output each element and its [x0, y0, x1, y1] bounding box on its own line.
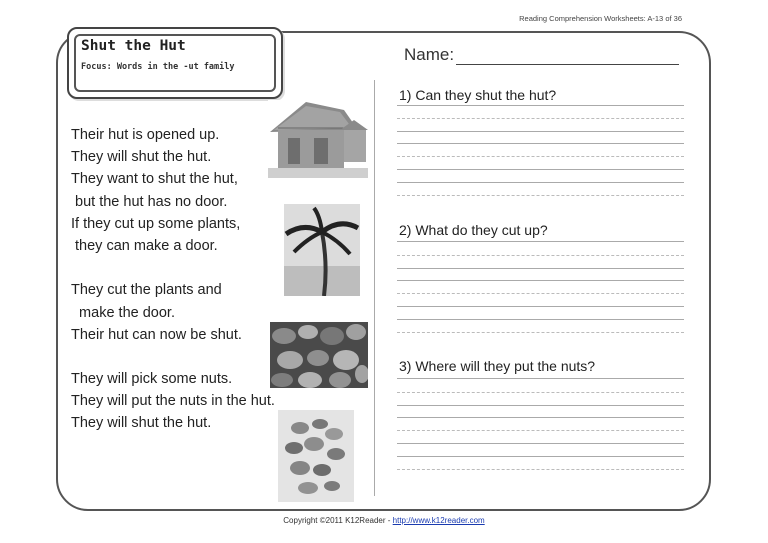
footer: [0, 516, 768, 525]
column-divider: [374, 80, 375, 496]
story-line: they can make a door.: [71, 237, 218, 254]
answer-line[interactable]: [397, 456, 684, 457]
answer-line[interactable]: [397, 319, 684, 320]
hut-photo: [268, 100, 368, 178]
story-line: They will shut the hut.: [71, 415, 212, 432]
question-1: 1) Can they shut the hut?: [399, 87, 557, 103]
answer-guide-dashed: [397, 156, 684, 157]
answer-line[interactable]: [397, 405, 684, 406]
answer-line[interactable]: [397, 241, 684, 242]
name-field-line: [456, 64, 679, 65]
answer-line[interactable]: [397, 306, 684, 307]
answer-line[interactable]: [397, 280, 684, 281]
answer-guide-dashed: [397, 195, 684, 196]
story-line: If they cut up some plants,: [71, 215, 241, 232]
story-line: They will pick some nuts.: [71, 371, 233, 388]
website-link[interactable]: http://www.k12reader.com: [392, 516, 485, 525]
answer-guide-dashed: [397, 332, 684, 333]
worksheet-title: Shut the Hut: [81, 38, 186, 54]
focus-subtitle: Focus: Words in the -ut family: [81, 62, 235, 72]
story-line: Their hut can now be shut.: [71, 326, 242, 343]
story-line: Their hut is opened up.: [71, 127, 220, 143]
question-2: 2) What do they cut up?: [399, 222, 548, 238]
answer-guide-dashed: [397, 293, 684, 294]
answer-line[interactable]: [397, 169, 684, 170]
answer-line[interactable]: [397, 378, 684, 379]
answer-guide-dashed: [397, 392, 684, 393]
answer-guide-dashed: [397, 430, 684, 431]
story-text: [71, 124, 275, 435]
title-box: [67, 27, 283, 99]
story-line: but the hut has no door.: [71, 193, 228, 210]
answer-guide-dashed: [397, 118, 684, 119]
answer-guide-dashed: [397, 469, 684, 470]
story-line: [71, 257, 275, 279]
answer-line[interactable]: [397, 105, 684, 106]
answer-guide-dashed: [397, 255, 684, 256]
answer-line[interactable]: [397, 443, 684, 444]
story-line: They want to shut the hut,: [71, 171, 238, 188]
answer-line[interactable]: [397, 417, 684, 418]
story-line: They will put the nuts in the hut.: [71, 393, 275, 410]
answer-line[interactable]: [397, 182, 684, 183]
answer-line[interactable]: [397, 268, 684, 269]
story-line: [71, 346, 275, 368]
worksheet-reference: Reading Comprehension Worksheets: A-13 of 36: [519, 14, 682, 23]
answer-line[interactable]: [397, 143, 684, 144]
story-line: make the door.: [71, 304, 175, 321]
answer-line[interactable]: [397, 131, 684, 132]
question-3: 3) Where will they put the nuts?: [399, 358, 596, 374]
name-label: Name:: [404, 45, 455, 64]
story-line: They cut the plants and: [71, 282, 222, 299]
nuts-bowl-photo: [278, 410, 354, 502]
nuts-photo: [270, 322, 368, 388]
palm-tree-photo: [284, 204, 360, 296]
copyright-text: Copyright ©2011 K12Reader -: [283, 516, 393, 525]
story-line: They will shut the hut.: [71, 149, 212, 166]
